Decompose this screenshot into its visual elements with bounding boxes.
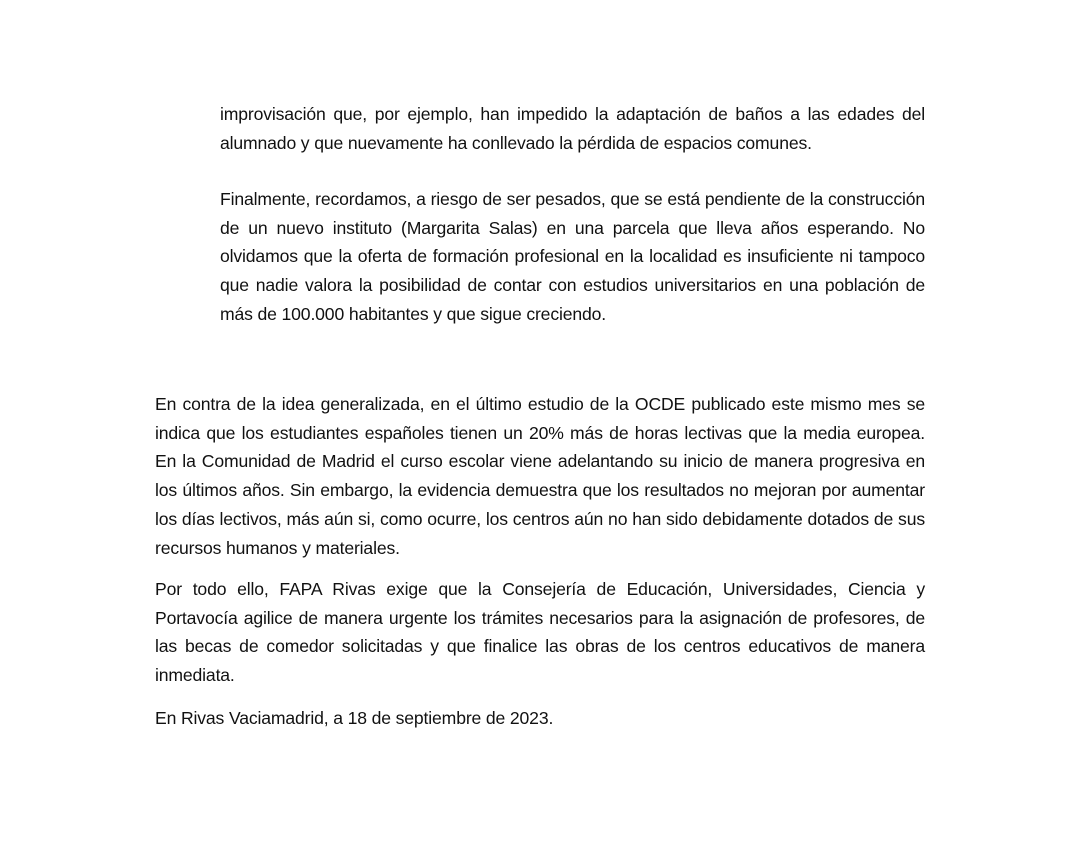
paragraph-demand: Por todo ello, FAPA Rivas exige que la Consejería de Educación, Universidades, Ciencia y Portavocía agilice de manera urgente los trámites necesarios para la asignación de profesores, de las becas de comedor solicitadas y que finalice las obras de los centros educativos de manera inmediata.	[155, 579, 925, 686]
date-line: En Rivas Vaciamadrid, a 18 de septiembre de 2023.	[155, 708, 554, 728]
paragraph-ocde-study: En contra de la idea generalizada, en el último estudio de la OCDE publicado este mismo mes se indica que los estudiantes españoles tienen un 20% más de horas lectivas que la media europea. En la Comunidad de Madrid el curso escolar viene adelantando su inicio de manera progresiva en los últimos años. Sin embargo, la evidencia demuestra que los resultados no mejoran por aumentar los días lectivos, más aún si, como ocurre, los centros aún no han sido debidamente dotados de sus recursos humanos y materiales.	[155, 394, 925, 558]
paragraph-finalmente: Finalmente, recordamos, a riesgo de ser pesados, que se está pendiente de la construcción de un nuevo instituto (Margarita Salas) en una parcela que lleva años esperando. No olvidamos que la oferta de formación profesional en la localidad es insuficiente ni tampoco que nadie valora la posibilidad de contar con estudios universitarios en una población de más de 100.000 habitantes y que sigue creciendo.	[220, 189, 925, 324]
paragraph-improvisacion: improvisación que, por ejemplo, han impedido la adaptación de baños a las edades del alumnado y que nuevamente ha conllevado la pérdida de espacios comunes.	[220, 104, 925, 153]
